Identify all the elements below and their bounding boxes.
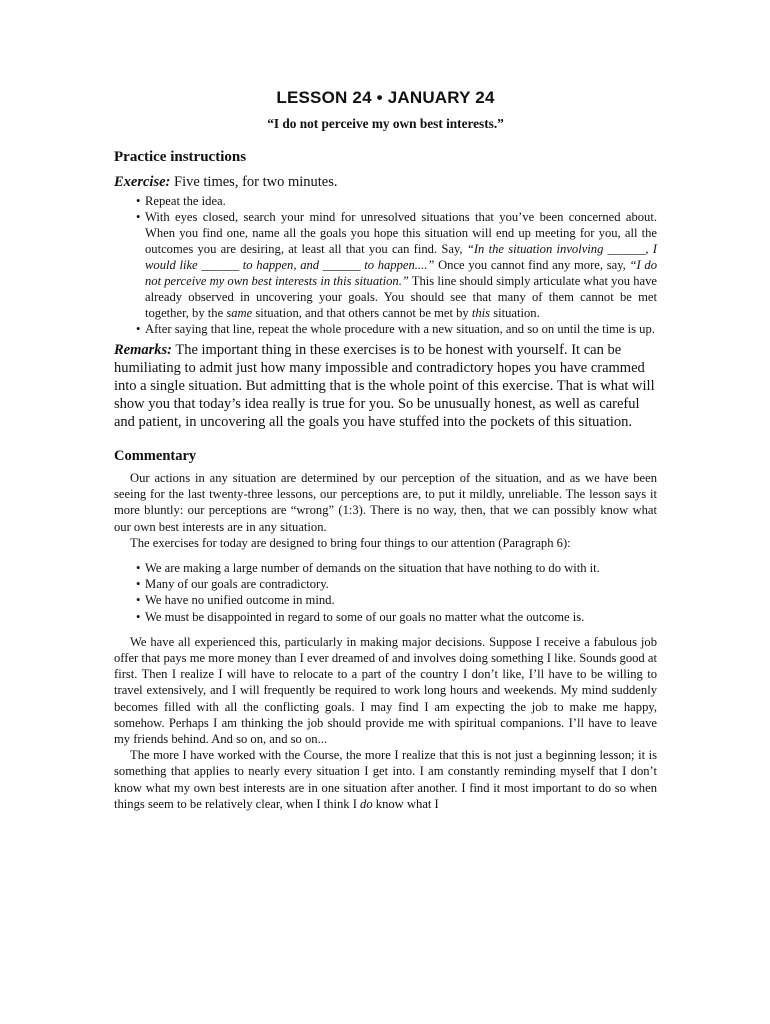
- point-item: [114, 560, 657, 576]
- remarks-paragraph: [114, 341, 657, 431]
- document-page: [114, 88, 657, 812]
- step-text: situation.: [490, 306, 540, 320]
- commentary-points: [114, 560, 657, 625]
- step-text: With eyes closed, search your mind for unresolved situations that you’ve been concerned about. When you find one, name all the goals you hope this situation will end up meeting for you, all the outcomes you are desiring, at least all that you can find. Say,: [145, 210, 657, 256]
- exercise-label: Exercise:: [114, 174, 171, 190]
- commentary-heading: Commentary: [114, 448, 197, 464]
- commentary-paragraph: We have all experienced this, particularly in making major decisions. Suppose I receive a fabulous job offer that pays me more money than I ever dreamed of and involves doing something I like. Sounds good at first. Then I realize I will have to relocate to a part of the country I don’t like, I’ll have to be willing to travel extensively, and I will frequently be required to work long hours and weekends. My mind suddenly becomes filled with all the conflicting goals. I may find I am expecting the job to make me happy, somehow. Perhaps I am thinking the job should provide me with spiritual companions. I’ll have to leave my friends behind. And so on, and so on...: [114, 634, 657, 747]
- point-text: We are making a large number of demands on the situation that have nothing to do with it.: [145, 561, 600, 576]
- step-emphasis: same: [226, 306, 253, 320]
- practice-heading: Practice instructions: [114, 149, 247, 165]
- exercise-text: Five times, for two minutes.: [170, 174, 338, 190]
- paragraph-text: know what I: [372, 796, 439, 811]
- point-text: We must be disappointed in regard to some of our goals no matter what the outcome is.: [145, 609, 585, 624]
- exercise-line: [114, 174, 657, 191]
- lesson-subtitle: “I do not perceive my own best interests.”: [267, 116, 504, 131]
- point-item: [114, 592, 657, 608]
- commentary-paragraph: Our actions in any situation are determined by our perception of the situation, and as we have been seeing for the last twenty-three lessons, our perceptions are, to put it mildly, unreliable. The lesson says it more bluntly: our perceptions are “wrong” (1:3). There is no way, then, that we can possibly know what our own best interests are in any situation.: [114, 471, 657, 534]
- step-item: [114, 321, 657, 337]
- remarks-text: The important thing in these exercises is to be honest with yourself. It can be humiliating to admit just how many impossible and contradictory hopes you have crammed into a single situation. But admitting that is the whole point of this exercise. That is what will show you that today’s idea really is true for you. So be unusually honest, as well as careful and patient, in uncovering all the goals you have stuffed into the pockets of this situation.: [114, 342, 655, 430]
- step-item: [114, 193, 657, 209]
- step-text: Once you cannot find any more, say,: [434, 258, 630, 272]
- commentary-paragraph: The exercises for today are designed to bring four things to our attention (Paragraph 6):: [130, 535, 571, 550]
- point-item: [114, 576, 657, 592]
- commentary-paragraph: [114, 747, 657, 812]
- step-quote: “I do not perceive my own best interests in this situation.”: [145, 258, 657, 288]
- step-text: This line should simply articulate what you have already observed in uncovering your goals. You should see that many of them cannot be met together, by the: [145, 274, 657, 320]
- point-text: Many of our goals are contradictory.: [145, 577, 329, 592]
- lesson-title: LESSON 24 • JANUARY 24: [276, 88, 495, 107]
- step-emphasis: this: [471, 306, 491, 320]
- step-quote: “In the situation involving ______, I would like ______ to happen, and ______ to happen....”: [145, 242, 657, 272]
- remarks-label: Remarks:: [114, 342, 172, 358]
- point-text: We have no unified outcome in mind.: [145, 593, 335, 608]
- step-text: After saying that line, repeat the whole procedure with a new situation, and so on until the time is up.: [145, 322, 655, 336]
- step-text: Repeat the idea.: [145, 194, 226, 208]
- step-item: [114, 209, 657, 321]
- point-item: [114, 609, 657, 625]
- exercise-steps: [114, 193, 657, 337]
- paragraph-emphasis: do: [360, 796, 373, 811]
- step-text: situation, and that others cannot be met by: [252, 306, 472, 320]
- paragraph-text: The more I have worked with the Course, the more I realize that this is not just a beginning lesson; it is something that applies to nearly every situation I get into. I am constantly reminding myself that I don’t know what my own best interests are in one situation after another. I find it most important to do so when things seem to be relatively clear, when I think I: [114, 748, 657, 811]
